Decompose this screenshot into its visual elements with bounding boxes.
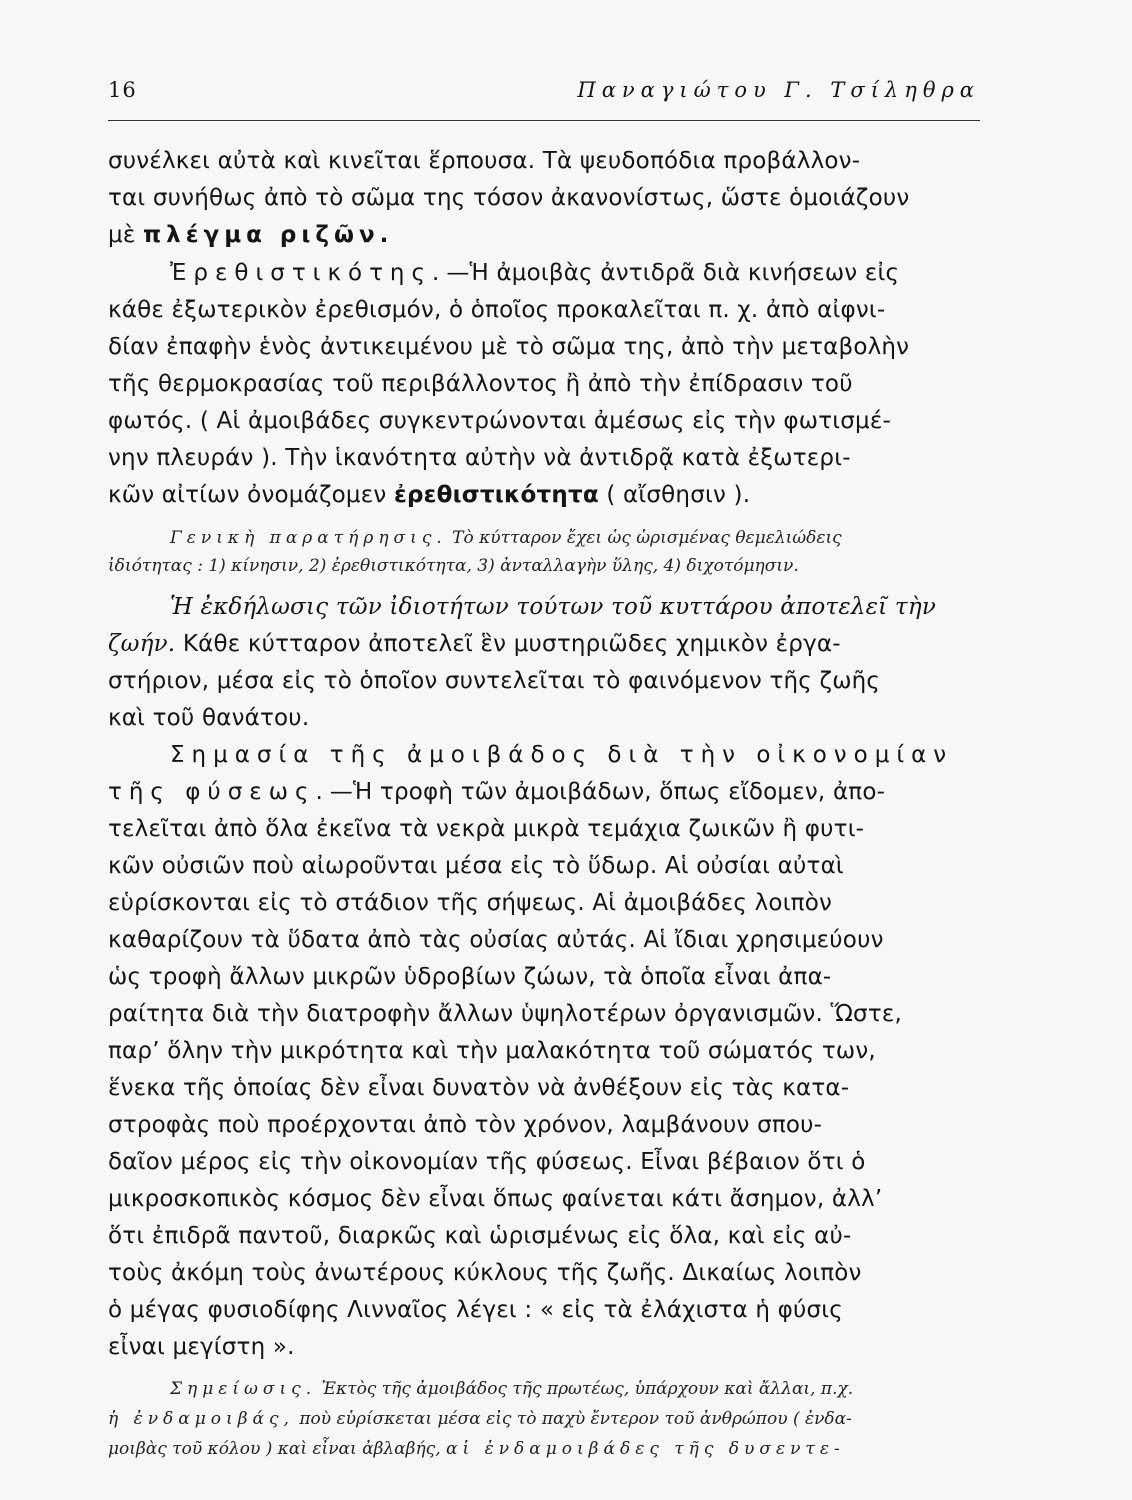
body-text: Κάθε κύτταρον ἀποτελεῖ ἓν μυστηριῶδες χημικὸν ἐργα- — [182, 631, 841, 657]
body-line: στήριον, μέσα εἰς τὸ ὁποῖον συντελεῖται τὸ φαινόμενον τῆς ζωῆς — [108, 668, 881, 694]
body-line: ραίτητα διὰ τὴν διατροφὴν ἄλλων ὑψηλοτέρων ὀργανισμῶν. Ὥστε, — [108, 1001, 903, 1027]
page-header — [108, 78, 980, 112]
body-line: τοὺς ἀκόμη τοὺς ἀνωτέρους κύκλους τῆς ζωῆς. Δικαίως λοιπὸν — [108, 1260, 862, 1286]
body-line — [108, 631, 841, 657]
note-line — [108, 1439, 845, 1459]
header-rule — [108, 120, 980, 121]
body-line: στροφὰς ποὺ προέρχονται ἀπὸ τὸν χρόνον, λαμβάνουν σπου- — [108, 1112, 823, 1138]
note-line — [108, 1409, 852, 1429]
body-text: μὲ — [108, 222, 136, 248]
note-line: ἰδιότητας : 1) κίνησιν, 2) ἐρεθιστικότητα, 3) ἀνταλλαγὴν ὕλης, 4) διχοτόμησιν. — [108, 556, 799, 576]
body-line — [170, 594, 936, 620]
note-term: ἡ ἐνδαμοιβάς, — [108, 1409, 294, 1429]
body-line: κῶν οὐσιῶν ποὺ αἰωροῦνται μέσα εἰς τὸ ὕδωρ. Αἱ οὐσίαι αὐταὶ — [108, 853, 844, 879]
body-text: —Ἡ τροφὴ τῶν ἀμοιβάδων, ὅπως εἴδομεν, ἀπο- — [329, 779, 886, 805]
body-line: νην πλευράν ). Τὴν ἱκανότητα αὐτὴν νὰ ἀντιδρᾷ κατὰ ἐξωτερι- — [108, 445, 851, 471]
note-text: ποὺ εὑρίσκεται μέσα εἰς τὸ παχὺ ἔντερον τοῦ ἀνθρώπου ( ἐνδα- — [299, 1409, 852, 1429]
italic-text: ζωήν. — [108, 631, 176, 657]
body-line: καὶ τοῦ θανάτου. — [108, 705, 310, 731]
section-heading — [170, 742, 953, 768]
note-text: μοιβὰς τοῦ κόλου ) καὶ εἶναι ἀβλαβής, — [108, 1439, 441, 1459]
body-line — [170, 260, 899, 286]
note-line — [170, 528, 842, 548]
note-text: Τὸ κύτταρον ἔχει ὡς ὡρισμένας θεμελιώδεις — [452, 528, 842, 548]
page-number: 16 — [108, 78, 137, 102]
section-heading: Ἐρεθιστικότης. — [170, 260, 447, 286]
bold-term: ἐρεθιστικότητα — [393, 482, 599, 508]
body-text: κῶν αἰτίων ὀνομάζομεν — [108, 482, 387, 508]
body-line: φωτός. ( Αἱ ἀμοιβάδες συγκεντρώνονται ἀμέσως εἰς τὴν φωτισμέ- — [108, 408, 891, 434]
running-head: Παναγιώτου Γ. Τσίληθρα — [577, 78, 980, 102]
body-line: τελεῖται ἀπὸ ὅλα ἐκεῖνα τὰ νεκρὰ μικρὰ τεμάχια ζωικῶν ἢ φυτι- — [108, 816, 865, 842]
body-line — [108, 222, 393, 248]
bold-term: πλέγμα ριζῶν. — [142, 222, 394, 248]
body-line: δίαν ἐπαφὴν ἑνὸς ἀντικειμένου μὲ τὸ σῶμα της, ἀπὸ τὴν μεταβολὴν — [108, 334, 910, 360]
section-heading-text: Σημασία τῆς ἀμοιβάδος διὰ τὴν οἰκονομίαν — [170, 742, 954, 768]
body-line: δαῖον μέρος εἰς τὴν οἰκονομίαν τῆς φύσεως. Εἶναι βέβαιον ὅτι ὁ — [108, 1149, 866, 1175]
body-line: συνέλκει αὐτὰ καὶ κινεῖται ἕρπουσα. Τὰ ψευδοπόδια προβάλλον- — [108, 148, 861, 174]
body-text: —Ἡ ἀμοιβὰς ἀντιδρᾶ διὰ κινήσεων εἰς — [446, 260, 900, 286]
body-line: ὅτι ἐπιδρᾶ παντοῦ, διαρκῶς καὶ ὡρισμένως εἰς ὅλα, καὶ εἰς αὐ- — [108, 1223, 852, 1249]
body-text: ( αἴσθησιν ). — [606, 482, 751, 508]
italic-text: Ἡ ἐκδήλωσις τῶν ἰδιοτήτων τούτων τοῦ κυττάρου ἀποτελεῖ τὴν — [170, 594, 936, 620]
body-line: καθαρίζουν τὰ ὕδατα ἀπὸ τὰς οὐσίας αὐτάς. Αἱ ἴδιαι χρησιμεύουν — [108, 927, 884, 953]
body-line: παρ’ ὅλην τὴν μικρότητα καὶ τὴν μαλακότητα τοῦ σώματός των, — [108, 1038, 876, 1064]
body-line: ὡς τροφὴ ἄλλων μικρῶν ὑδροβίων ζώων, τὰ ὁποῖα εἶναι ἀπα- — [108, 964, 832, 990]
note-text: Ἐκτὸς τῆς ἀμοιβάδος τῆς πρωτέως, ὑπάρχουν καὶ ἄλλαι, π.χ. — [321, 1379, 854, 1399]
body-line — [108, 779, 885, 805]
note-heading: Γενικὴ παρατήρησις. — [170, 528, 447, 548]
body-line — [108, 482, 750, 508]
body-line: ται συνήθως ἀπὸ τὸ σῶμα της τόσον ἀκανονίστως, ὥστε ὁμοιάζουν — [108, 185, 910, 211]
body-line: εὑρίσκονται εἰς τὸ στάδιον τῆς σήψεως. Αἱ ἀμοιβάδες λοιπὸν — [108, 890, 833, 916]
section-heading-text: τῆς φύσεως. — [108, 779, 330, 805]
body-line: εἶναι μεγίστη ». — [108, 1334, 295, 1360]
body-line: ὁ μέγας φυσιοδίφης Λινναῖος λέγει : « εἰς τὰ ἐλάχιστα ἡ φύσις — [108, 1297, 843, 1323]
note-line — [170, 1379, 853, 1399]
body-line: κάθε ἐξωτερικὸν ἐρεθισμόν, ὁ ὁποῖος προκαλεῖται π. χ. ἀπὸ αἰφνι- — [108, 297, 886, 323]
note-heading: Σημείωσις. — [170, 1379, 317, 1399]
note-term: αἱ ἐνδαμοιβάδες τῆς δυσεντε- — [446, 1439, 845, 1459]
body-line: τῆς θερμοκρασίας τοῦ περιβάλλοντος ἢ ἀπὸ τὴν ἐπίδρασιν τοῦ — [108, 371, 853, 397]
body-line: ἕνεκα τῆς ὁποίας δὲν εἶναι δυνατὸν νὰ ἀνθέξουν εἰς τὰς κατα- — [108, 1075, 850, 1101]
body-line: μικροσκοπικὸς κόσμος δὲν εἶναι ὅπως φαίνεται κάτι ἄσημον, ἀλλ’ — [108, 1186, 883, 1212]
